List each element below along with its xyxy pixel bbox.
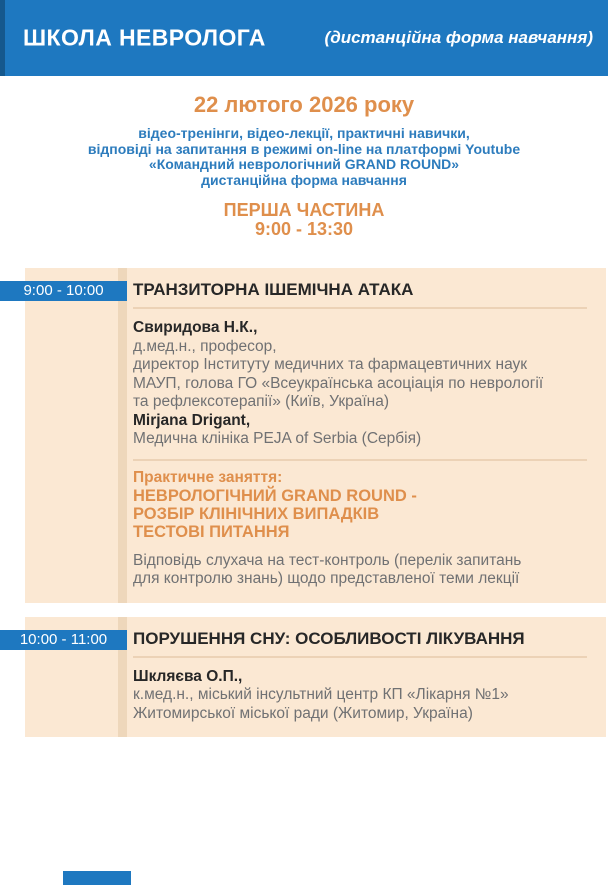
- header-title: ШКОЛА НЕВРОЛОГА: [23, 24, 266, 51]
- time-badge-label: 10:00 - 11:00: [19, 630, 108, 648]
- speaker-name: Mirjana Drigant,: [133, 411, 251, 429]
- time-badge: [0, 630, 127, 650]
- practical-title-line: ТЕСТОВІ ПИТАННЯ: [133, 522, 290, 541]
- practical-note: [133, 552, 587, 589]
- date-heading: 22 лютого 2026 року: [193, 92, 415, 117]
- speaker-block: [133, 319, 587, 449]
- speaker-detail: к.мед.н., міський інсультний центр КП «Лікарня №1»: [133, 686, 509, 703]
- section-divider: [133, 459, 587, 461]
- session-card: [19, 617, 606, 738]
- header-subtitle: (дистанційна форма навчання): [324, 28, 593, 47]
- speaker-detail: МАУП, голова ГО «Всеукраїнська асоціація по неврології: [133, 374, 544, 392]
- intro-description: [0, 126, 608, 188]
- clipped-time-badge: [63, 871, 131, 885]
- part-time: 9:00 - 13:30: [254, 219, 354, 239]
- title-divider: [133, 656, 587, 658]
- practical-title-line: РОЗБІР КЛІНІЧНИХ ВИПАДКІВ: [133, 504, 380, 523]
- speaker-detail: Житомирської міської ради (Житомир, Україна): [133, 704, 473, 722]
- description-line: дистанційна форма навчання: [201, 171, 407, 188]
- practical-title-line: НЕВРОЛОГІЧНИЙ GRAND ROUND -: [133, 486, 417, 505]
- session-title: ТРАНЗИТОРНА ІШЕМІЧНА АТАКА: [133, 280, 414, 299]
- session-card: [25, 268, 606, 603]
- description-line: відео-тренінги, відео-лекції, практичні навички,: [138, 125, 470, 141]
- session-content: [25, 268, 606, 603]
- part-heading: [0, 201, 608, 239]
- header-left-accent: [0, 0, 5, 76]
- title-divider: [133, 307, 587, 309]
- speaker-detail: Медична клініка PEJA of Serbia (Сербія): [133, 430, 422, 447]
- speaker-block: [133, 668, 587, 724]
- speaker-name: Свиридова Н.К.,: [133, 319, 258, 336]
- session-title: ПОРУШЕННЯ СНУ: ОСОБЛИВОСТІ ЛІКУВАННЯ: [133, 628, 525, 648]
- header-bar: [0, 0, 608, 76]
- time-badge: [0, 281, 127, 301]
- speaker-detail: та рефлексотерапії» (Київ, Україна): [133, 393, 390, 410]
- time-badge-label: 9:00 - 10:00: [23, 282, 104, 299]
- part-title: ПЕРША ЧАСТИНА: [223, 200, 385, 220]
- speaker-detail: д.мед.н., професор,: [133, 337, 277, 355]
- practical-note-line: Відповідь слухача на тест-контроль (перелік запитань: [133, 551, 522, 569]
- card-divider-stripe: [118, 268, 127, 603]
- practical-block: [133, 469, 587, 541]
- practical-label: Практичне заняття:: [133, 468, 283, 486]
- description-line: «Командний неврологічний GRAND ROUND»: [148, 156, 460, 172]
- description-line: відповіді на запитання в режимі on-line на платформі Youtube: [87, 140, 521, 157]
- speaker-detail: директор Інституту медичних та фармацевтичних наук: [133, 356, 528, 373]
- practical-note-line: для контролю знань) щодо представленої теми лекції: [133, 570, 520, 587]
- speaker-name: Шкляєва О.П.,: [133, 667, 243, 685]
